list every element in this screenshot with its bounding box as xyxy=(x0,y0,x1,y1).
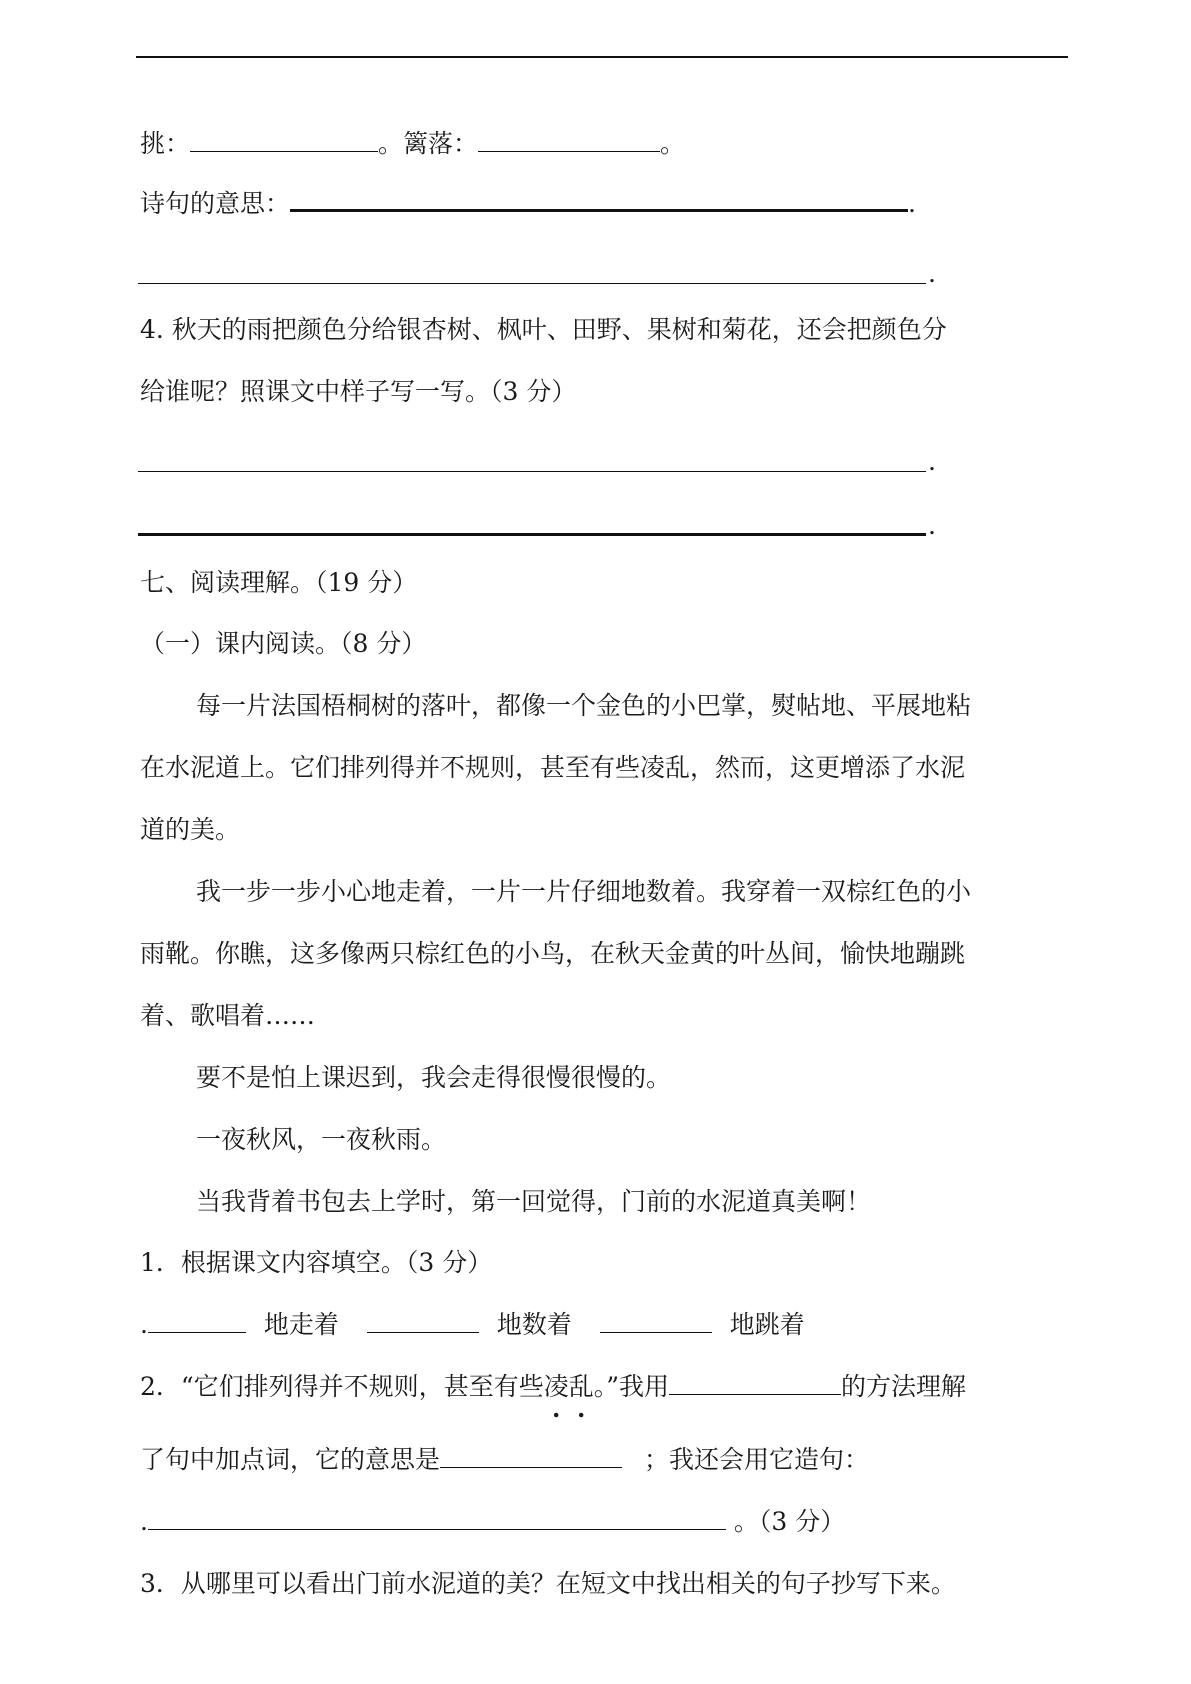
q1-walk-text: 地走着 xyxy=(263,1310,339,1339)
leading-dot: . xyxy=(140,1507,148,1536)
passage-p2-line-2: 雨靴。你瞧，这多像两只棕红色的小鸟，在秋天金黄的叶丛间，愉快地蹦跳 xyxy=(140,939,966,968)
q1-blank-count[interactable] xyxy=(367,1310,479,1333)
passage-p1-line-2: 在水泥道上。它们排列得并不规则，甚至有些凌乱，然而，这更增添了水泥 xyxy=(140,753,966,782)
q2-method-blank[interactable] xyxy=(669,1372,841,1395)
passage-p2-line-1: 我一步一步小心地走着，一片一片仔细地数着。我穿着一双棕红色的小 xyxy=(196,877,972,906)
meaning-label: 诗句的意思： xyxy=(140,189,291,218)
meaning-blank[interactable] xyxy=(290,187,908,212)
q2-line-2 xyxy=(140,1440,869,1480)
leading-dot: . xyxy=(140,1310,148,1339)
q2-l2-prefix: 了句中加点词，它的意思是 xyxy=(140,1445,441,1474)
q1-blank-walk[interactable] xyxy=(148,1310,246,1333)
section-7-title: 七、阅读理解。（19 分） xyxy=(140,568,418,597)
q2-suffix: 的方法理解 xyxy=(841,1372,967,1401)
period: 。 xyxy=(660,129,686,158)
q2-mid: 。”我用 xyxy=(593,1372,670,1401)
q2-line-3 xyxy=(140,1502,845,1542)
q3-title: 3．从哪里可以看出门前水泥道的美？在短文中找出相关的句子抄写下来。 xyxy=(140,1569,956,1598)
q4-answer-blank-2[interactable] xyxy=(138,533,926,536)
end-dot: . xyxy=(928,259,936,288)
definition-row xyxy=(140,124,685,164)
end-dot: . xyxy=(908,189,916,218)
end-dot: . xyxy=(928,511,936,540)
meaning-blank-2[interactable] xyxy=(138,283,926,284)
q2-sentence-blank[interactable] xyxy=(148,1507,726,1530)
passage-p1-line-3: 道的美。 xyxy=(140,815,241,844)
liluo-label: 篱落： xyxy=(403,129,479,158)
passage-p4: 一夜秋风，一夜秋雨。 xyxy=(196,1125,447,1154)
q1-title: 1．根据课文内容填空。（3 分） xyxy=(140,1248,493,1277)
q4-line-1: 4. 秋天的雨把颜色分给银杏树、枫叶、田野、果树和菊花，还会把颜色分 xyxy=(140,315,947,344)
passage-p3: 要不是怕上课迟到，我会走得很慢很慢的。 xyxy=(196,1063,672,1092)
passage-p2-line-3: 着、歌唱着…… xyxy=(140,1001,316,1030)
passage-p1-line-1: 每一片法国梧桐树的落叶，都像一个金色的小巴掌，熨帖地、平展地粘 xyxy=(196,691,972,720)
tiao-blank[interactable] xyxy=(190,129,378,152)
emphasized-char: 乱 xyxy=(568,1372,594,1401)
q1-fill-row xyxy=(140,1305,805,1345)
q2-l3-end: 。（3 分） xyxy=(733,1507,846,1536)
q1-count-text: 地数着 xyxy=(496,1310,572,1339)
meaning-row xyxy=(140,184,916,224)
q4-answer-blank-1[interactable] xyxy=(138,471,926,472)
passage-p5: 当我背着书包去上学时，第一回觉得，门前的水泥道真美啊！ xyxy=(196,1187,872,1216)
q1-jump-text: 地跳着 xyxy=(729,1310,805,1339)
q2-l2-suffix: ；我还会用它造句： xyxy=(643,1445,869,1474)
q4-line-2: 给谁呢？照课文中样子写一写。（3 分） xyxy=(140,377,577,406)
end-dot: . xyxy=(928,447,936,476)
tiao-label: 挑： xyxy=(140,129,191,158)
emphasized-char: 凌 xyxy=(543,1372,569,1401)
period: 。 xyxy=(378,129,404,158)
q2-prefix: 2．“它们排列得并不规则，甚至有些 xyxy=(140,1372,544,1401)
q1-blank-jump[interactable] xyxy=(600,1310,712,1333)
header-rule xyxy=(136,56,1068,58)
q2-meaning-blank[interactable] xyxy=(440,1445,622,1468)
subsection-1-title: （一）课内阅读。（8 分） xyxy=(140,629,427,658)
liluo-blank[interactable] xyxy=(478,129,660,152)
q2-line-1 xyxy=(140,1367,966,1407)
